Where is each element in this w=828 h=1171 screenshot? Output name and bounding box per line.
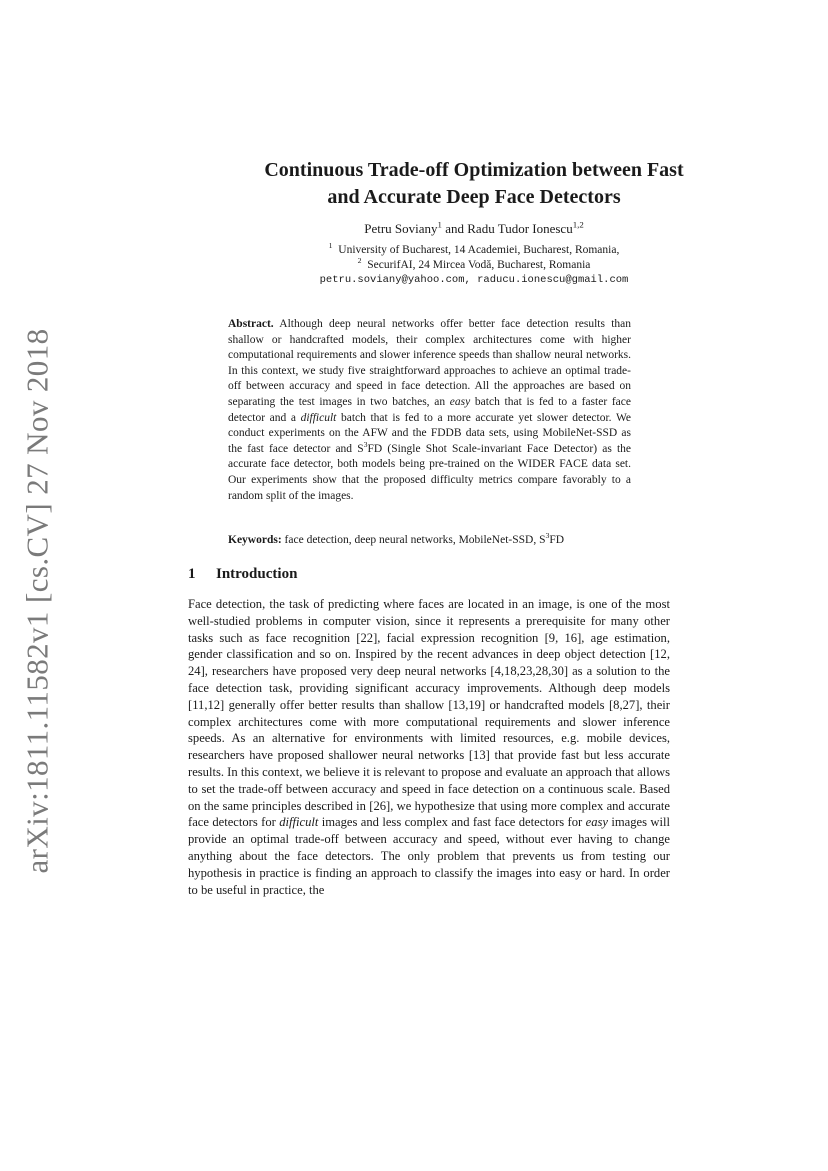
intro-text-2: images and less complex and fast face detectors for — [318, 815, 586, 830]
authors-and: and — [441, 221, 468, 236]
intro-paragraph — [188, 596, 670, 898]
abstract-easy: easy — [449, 395, 471, 408]
abstract-difficult: difficult — [300, 411, 337, 424]
title-line-1: Continuous Trade-off Optimization between Fast — [264, 159, 684, 181]
intro-text-3: images will provide an optimal trade-off between accuracy and speed, without ever having to change anything about the face detectors. The only problem that prevents us from testing our hypothesis in practice is finding an approach to classify the images into easy or hard. In order to be useful in practice, the — [188, 815, 670, 897]
author-2: Radu Tudor Ionescu — [467, 221, 573, 236]
affiliation-2 — [140, 258, 808, 273]
title-line-2: and Accurate Deep Face Detectors — [327, 186, 621, 208]
keywords-sup: 3 — [545, 531, 550, 541]
abstract-text-4: FD (Single Shot Scale-invariant Face Detector) as the accurate face detector, both models being pre-trained on the WIDER FACE data set. Our experiments show that the proposed difficulty metrics compare favorably to a random split of the images. — [228, 442, 631, 502]
abstract-text-2: batch that is fed to a faster face detector and a — [228, 395, 631, 424]
author-2-affil-mark: 1,2 — [572, 219, 584, 230]
intro-easy: easy — [585, 815, 608, 830]
section-heading — [188, 566, 297, 583]
paper-title — [140, 157, 808, 211]
section-title: Introduction — [216, 566, 298, 582]
author-emails: petru.soviany@yahoo.com, raducu.ionescu@gmail.com — [319, 274, 629, 286]
affiliation-2-text: SecurifAI, 24 Mircea Vodă, Bucharest, Romania — [367, 259, 591, 271]
abstract-text-3: batch that is fed to a more accurate yet slower detector. We conduct experiments on the AFW and the FDDB data sets, using MobileNet-SSD as the fast face detector and S — [228, 411, 631, 455]
affiliation-1 — [140, 243, 808, 258]
arxiv-sidebar — [12, 328, 62, 874]
abstract-sup-3: 3 — [363, 439, 368, 449]
abstract-text-1: Although deep neural networks offer better face detection results than shallow or handcrafted models, their complex architectures come with higher computational requirements and slower inference speeds than shallow neural networks. In this context, we study five straightforward approaches to achieve an optimal trade-off between accuracy and speed in face detection. All the approaches are based on separating the test images in two batches, an — [228, 318, 631, 408]
affiliations — [140, 243, 808, 288]
keywords-label: Keywords: — [228, 534, 282, 546]
arxiv-identifier: arXiv:1811.11582v1 [cs.CV] 27 Nov 2018 — [19, 328, 55, 874]
section-number: 1 — [188, 566, 196, 582]
affiliation-2-mark: 2 — [357, 256, 362, 266]
affiliation-1-text: University of Bucharest, 14 Academiei, Bucharest, Romania, — [338, 244, 620, 256]
keywords-text: face detection, deep neural networks, MobileNet-SSD, S — [281, 534, 546, 546]
abstract-label: Abstract. — [228, 318, 274, 330]
keywords-tail: FD — [549, 534, 565, 546]
keywords — [228, 533, 631, 549]
affiliation-1-mark: 1 — [328, 241, 333, 251]
author-1: Petru Soviany — [364, 221, 438, 236]
abstract — [228, 317, 631, 504]
authors — [140, 221, 808, 237]
intro-difficult: difficult — [279, 815, 319, 830]
author-1-affil-mark: 1 — [437, 219, 442, 230]
intro-text-1: Face detection, the task of predicting where faces are located in an image, is one of the most well-studied problems in computer vision, since it represents a prerequisite for many other tasks such as face recognition [22], facial expression recognition [9, 16], age estimation, gender classification and so on. Inspired by the recent advances in deep object detection [12, 24], researchers have proposed very deep neural networks [4,18,23,28,30] as a solution to the face detection task, providing significant accuracy improvements. Although deep models [11,12] generally offer better results than shallow [13,19] or handcrafted models [8,27], their complex architectures come with more computational requirements and slower inference speeds. As an alternative for environments with limited resources, e.g. mobile devices, researchers have proposed shallower neural networks [13] that provide fast but less accurate results. In this context, we believe it is relevant to propose and evaluate an approach that allows to set the trade-off between accuracy and speed in face detection on a continuous scale. Based on the same principles described in [26], we hypothesize that using more complex and accurate face detectors for — [188, 597, 670, 830]
